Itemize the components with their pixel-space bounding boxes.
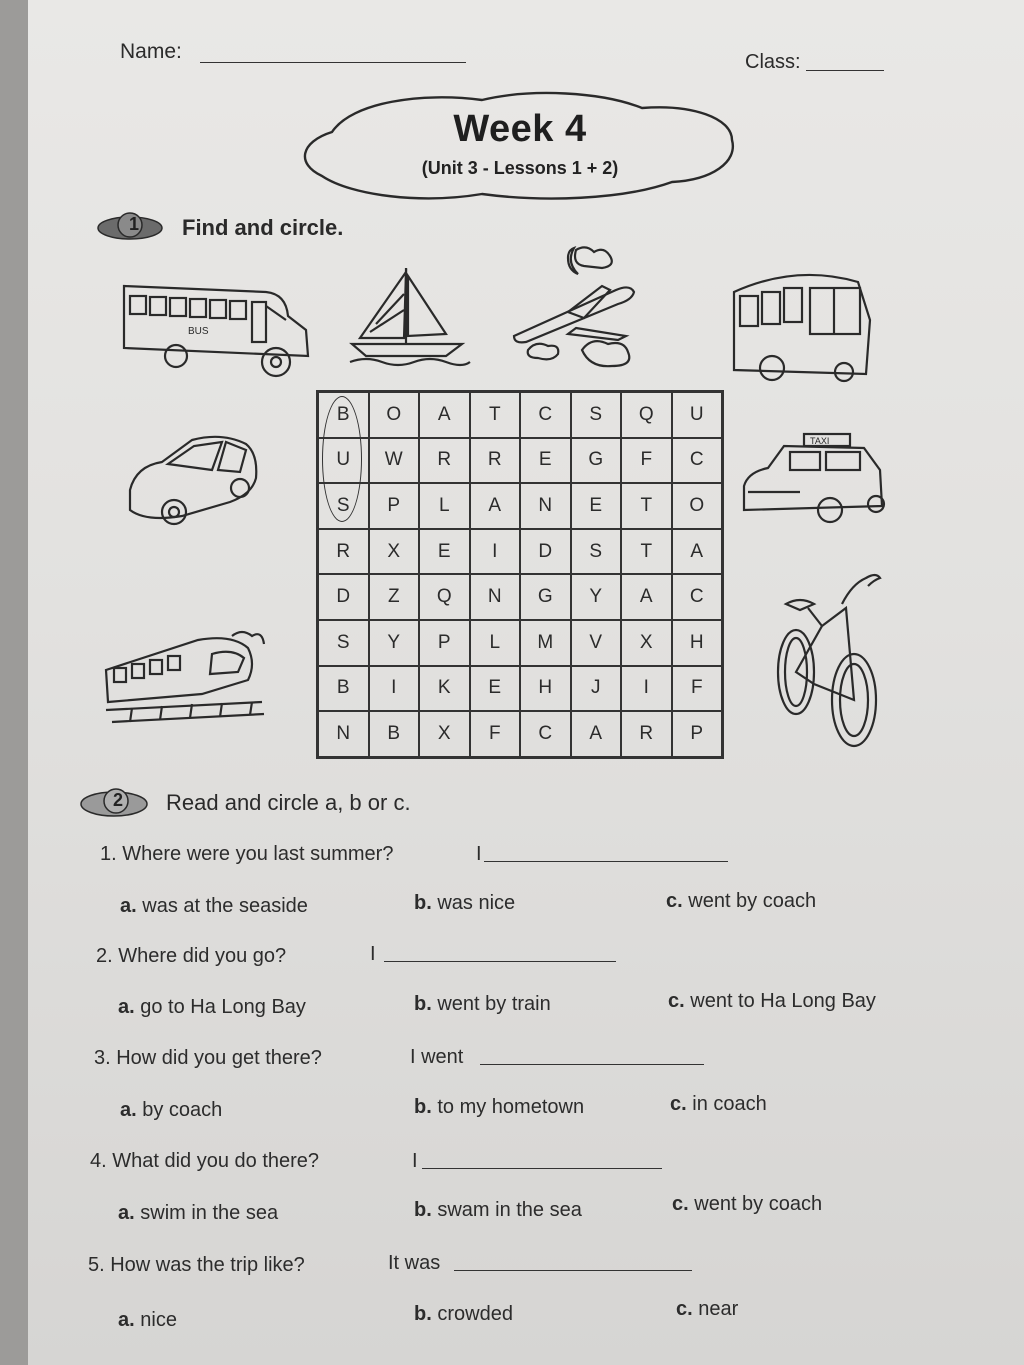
- grid-cell[interactable]: E: [520, 438, 571, 484]
- grid-cell[interactable]: R: [470, 438, 521, 484]
- example-answer-circle: [322, 396, 362, 522]
- grid-cell[interactable]: S: [318, 620, 369, 666]
- grid-cell[interactable]: R: [621, 711, 672, 757]
- question-2-text: 2. Where did you go?: [96, 945, 287, 967]
- grid-cell[interactable]: W: [369, 438, 420, 484]
- q2-option-c[interactable]: c. went to Ha Long Bay: [668, 990, 876, 1012]
- grid-cell[interactable]: S: [571, 529, 622, 575]
- grid-cell[interactable]: D: [318, 574, 369, 620]
- question-1-answer-line[interactable]: [484, 861, 728, 862]
- grid-cell[interactable]: A: [621, 574, 672, 620]
- question-4-text: 4. What did you do there?: [90, 1150, 320, 1172]
- grid-cell[interactable]: R: [318, 529, 369, 575]
- section-2-number: 2: [112, 790, 123, 810]
- grid-cell[interactable]: J: [571, 666, 622, 712]
- grid-cell[interactable]: X: [369, 529, 420, 575]
- question-5-stem: It was: [388, 1252, 441, 1274]
- grid-cell[interactable]: D: [520, 529, 571, 575]
- train-icon: [102, 618, 266, 728]
- school-bus-icon: [116, 276, 316, 384]
- grid-cell[interactable]: A: [571, 711, 622, 757]
- grid-cell[interactable]: E: [571, 483, 622, 529]
- grid-cell[interactable]: M: [520, 620, 571, 666]
- q1-option-c[interactable]: c. went by coach: [666, 890, 817, 912]
- name-label: Name:: [120, 40, 182, 63]
- question-3-text: 3. How did you get there?: [94, 1047, 322, 1069]
- grid-cell[interactable]: U: [318, 438, 369, 484]
- grid-cell[interactable]: X: [621, 620, 672, 666]
- grid-cell[interactable]: L: [470, 620, 521, 666]
- question-3-answer-line[interactable]: [480, 1064, 704, 1065]
- grid-cell[interactable]: A: [470, 483, 521, 529]
- q4-option-b[interactable]: b. swam in the sea: [414, 1199, 582, 1221]
- grid-cell[interactable]: U: [672, 392, 723, 438]
- grid-cell[interactable]: F: [621, 438, 672, 484]
- q5-option-c[interactable]: c. near: [676, 1298, 739, 1320]
- grid-cell[interactable]: C: [672, 438, 723, 484]
- grid-cell[interactable]: T: [621, 483, 672, 529]
- grid-cell[interactable]: O: [672, 483, 723, 529]
- grid-cell[interactable]: N: [470, 574, 521, 620]
- week-subtitle: (Unit 3 - Lessons 1 + 2): [421, 158, 619, 178]
- grid-cell[interactable]: B: [318, 392, 369, 438]
- question-1-stem: I: [476, 843, 482, 865]
- grid-cell[interactable]: Y: [571, 574, 622, 620]
- question-4-stem: I: [412, 1150, 418, 1172]
- grid-cell[interactable]: O: [369, 392, 420, 438]
- grid-cell[interactable]: T: [621, 529, 672, 575]
- q1-option-a[interactable]: a. was at the seaside: [120, 895, 308, 917]
- grid-cell[interactable]: S: [318, 483, 369, 529]
- q3-option-c[interactable]: c. in coach: [670, 1093, 767, 1115]
- section-2-heading: Read and circle a, b or c.: [166, 790, 411, 815]
- page-edge-shadow: [0, 0, 28, 1365]
- grid-cell[interactable]: R: [419, 438, 470, 484]
- grid-cell[interactable]: Z: [369, 574, 420, 620]
- grid-cell[interactable]: C: [520, 392, 571, 438]
- grid-cell[interactable]: P: [369, 483, 420, 529]
- grid-cell[interactable]: H: [672, 620, 723, 666]
- grid-cell[interactable]: I: [621, 666, 672, 712]
- grid-cell[interactable]: G: [571, 438, 622, 484]
- grid-cell[interactable]: E: [470, 666, 521, 712]
- grid-cell[interactable]: A: [419, 392, 470, 438]
- city-bus-icon: [726, 262, 874, 384]
- grid-cell[interactable]: I: [369, 666, 420, 712]
- grid-cell[interactable]: E: [419, 529, 470, 575]
- q3-option-a[interactable]: a. by coach: [120, 1099, 223, 1121]
- bicycle-icon: [770, 564, 886, 748]
- question-2-stem: I: [370, 943, 376, 965]
- word-search-grid[interactable]: [316, 390, 724, 759]
- question-5-answer-line[interactable]: [454, 1270, 692, 1271]
- question-2-answer-line[interactable]: [384, 961, 616, 962]
- grid-cell[interactable]: N: [520, 483, 571, 529]
- q2-option-a[interactable]: a. go to Ha Long Bay: [118, 996, 306, 1018]
- grid-cell[interactable]: A: [672, 529, 723, 575]
- grid-cell[interactable]: K: [419, 666, 470, 712]
- airplane-icon: [506, 240, 648, 372]
- class-label: Class:: [745, 51, 801, 73]
- grid-cell[interactable]: X: [419, 711, 470, 757]
- taxi-sign-label: TAXI: [810, 436, 830, 446]
- q1-option-b[interactable]: b. was nice: [414, 892, 516, 914]
- q5-option-a[interactable]: a. nice: [118, 1309, 177, 1331]
- grid-cell[interactable]: C: [672, 574, 723, 620]
- grid-cell[interactable]: P: [419, 620, 470, 666]
- grid-cell[interactable]: I: [470, 529, 521, 575]
- question-4-answer-line[interactable]: [422, 1168, 662, 1169]
- grid-cell[interactable]: C: [520, 711, 571, 757]
- grid-cell[interactable]: Q: [419, 574, 470, 620]
- grid-cell[interactable]: B: [318, 666, 369, 712]
- grid-cell[interactable]: T: [470, 392, 521, 438]
- grid-cell[interactable]: F: [672, 666, 723, 712]
- section-1-heading: Find and circle.: [182, 215, 344, 240]
- grid-cell[interactable]: N: [318, 711, 369, 757]
- class-answer-line[interactable]: [806, 70, 884, 71]
- grid-cell[interactable]: L: [419, 483, 470, 529]
- taxi-icon: [740, 430, 888, 528]
- grid-cell[interactable]: G: [520, 574, 571, 620]
- week-title: Week 4: [453, 108, 587, 150]
- name-answer-line[interactable]: [200, 62, 466, 63]
- sailboat-icon: [346, 264, 472, 368]
- grid-cell[interactable]: V: [571, 620, 622, 666]
- car-icon: [122, 432, 264, 532]
- grid-cell[interactable]: F: [470, 711, 521, 757]
- grid-cell[interactable]: B: [369, 711, 420, 757]
- q3-option-b[interactable]: b. to my hometown: [414, 1096, 585, 1118]
- bus-sign-label: BUS: [188, 326, 209, 337]
- q4-option-a[interactable]: a. swim in the sea: [118, 1202, 279, 1224]
- section-1-number: 1: [128, 214, 139, 234]
- q4-option-c[interactable]: c. went by coach: [672, 1193, 823, 1215]
- grid-cell[interactable]: Q: [621, 392, 672, 438]
- grid-cell[interactable]: S: [571, 392, 622, 438]
- q2-option-b[interactable]: b. went by train: [414, 993, 551, 1015]
- q5-option-b[interactable]: b. crowded: [414, 1303, 513, 1325]
- grid-cell[interactable]: H: [520, 666, 571, 712]
- grid-cell[interactable]: P: [672, 711, 723, 757]
- question-5-text: 5. How was the trip like?: [88, 1254, 305, 1276]
- question-1-text: 1. Where were you last summer?: [100, 843, 394, 865]
- grid-cell[interactable]: Y: [369, 620, 420, 666]
- question-3-stem: I went: [410, 1046, 464, 1068]
